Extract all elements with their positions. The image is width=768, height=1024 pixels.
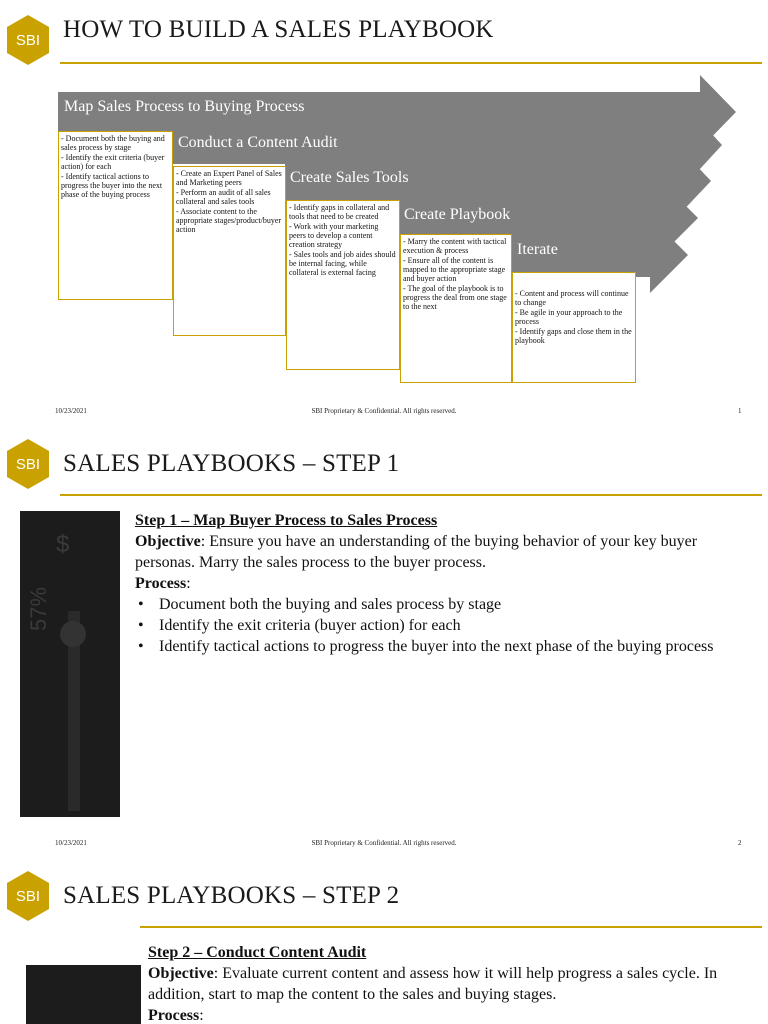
stage-item: - Identify gaps in collateral and tools that need to be created: [289, 203, 390, 221]
percent-figure: 57%: [26, 586, 51, 631]
objective-paragraph: [135, 531, 761, 573]
process-label: Process: [148, 1007, 200, 1024]
logo-text: SBI: [15, 456, 41, 473]
stage-item: - Identify tactical actions to progress the buyer into the next phase of the buying process: [61, 172, 163, 199]
stage-box-4: [400, 234, 512, 383]
list-item: • Identify the exit criteria (buyer action) for each: [159, 615, 761, 636]
stage-item: - Be agile in your approach to the process: [515, 308, 623, 326]
process-label-line: [148, 1005, 764, 1024]
stage-item: - Work with your marketing peers to develop a content creation strategy: [289, 222, 379, 249]
step-heading: Step 2 – Conduct Content Audit: [148, 944, 367, 961]
page-number: 2: [738, 839, 742, 847]
stage-item: - Content and process will continue to change: [515, 289, 629, 307]
stage-item: - Create an Expert Panel of Sales and Marketing peers: [176, 169, 282, 187]
title-divider: [140, 926, 762, 928]
slide-3: [0, 864, 768, 1024]
slide-title: SALES PLAYBOOKS – STEP 1: [63, 450, 400, 477]
logo-text: SBI: [15, 32, 41, 49]
sbi-logo: [5, 870, 51, 922]
footer-date: 10/23/2021: [55, 407, 87, 415]
objective-text: : Evaluate current content and assess how it will help progress a sales cycle. In addition, start to map the content to the sales and buying stages.: [148, 965, 718, 1003]
stage-item: - Document both the buying and sales process by stage: [61, 134, 165, 152]
process-colon: :: [186, 575, 191, 592]
stage-label-3: Create Sales Tools: [290, 169, 409, 186]
slide-title: SALES PLAYBOOKS – STEP 2: [63, 882, 400, 909]
footer-confidential: SBI Proprietary & Confidential. All rights reserved.: [311, 407, 457, 415]
stage-item: - Associate content to the appropriate stages/product/buyer action: [176, 207, 282, 234]
stage-item: - Sales tools and job aides should be internal facing, while collateral is external facing: [289, 250, 396, 277]
stage-item: - Identify the exit criteria (buyer action) for each: [61, 153, 165, 171]
stage-label-1: Map Sales Process to Buying Process: [64, 98, 305, 115]
objective-text: : Ensure you have an understanding of the buying behavior of your key buyer personas. Marry the sales process to the buyer process.: [135, 533, 698, 571]
content-audit-image: [26, 965, 141, 1024]
stage-label-5: Iterate: [517, 241, 558, 258]
objective-label: Objective: [148, 965, 214, 982]
page-number: 1: [738, 407, 742, 415]
stage-label-4: Create Playbook: [404, 206, 511, 223]
objective-label: Objective: [135, 533, 201, 550]
process-label-line: [135, 573, 761, 594]
stage-item: - Identify gaps and close them in the playbook: [515, 327, 632, 345]
list-item: • Identify tactical actions to progress the buyer into the next phase of the buying process: [159, 636, 761, 657]
title-divider: [60, 494, 762, 496]
objective-paragraph: [148, 963, 764, 1005]
slide-1: [0, 0, 768, 432]
process-list: [135, 594, 761, 657]
slide-2: [0, 432, 768, 864]
stage-item: - Perform an audit of all sales collateral and sales tools: [176, 188, 271, 206]
process-colon: :: [199, 1007, 204, 1024]
stage-label-2: Conduct a Content Audit: [178, 134, 338, 151]
sbi-logo: [5, 14, 51, 66]
sbi-logo: [5, 438, 51, 490]
stage-box-5: [512, 272, 636, 383]
stage-item: - The goal of the playbook is to progress the deal from one stage to the next: [403, 284, 507, 311]
image-circle: [60, 621, 86, 647]
title-divider: [60, 62, 762, 64]
list-item: • Document both the buying and sales process by stage: [159, 594, 761, 615]
stage-box-3: [286, 200, 400, 370]
stage-item: - Marry the content with tactical execution & process: [403, 237, 507, 255]
stage-box-2: [173, 166, 286, 336]
step-content: [148, 942, 764, 1024]
stage-box-1: [58, 131, 173, 300]
logo-text: SBI: [15, 888, 41, 905]
infographic-image: [20, 511, 120, 817]
footer-date: 10/23/2021: [55, 839, 87, 847]
footer-confidential: SBI Proprietary & Confidential. All rights reserved.: [311, 839, 457, 847]
slide-title: HOW TO BUILD A SALES PLAYBOOK: [63, 16, 494, 43]
process-label: Process: [135, 575, 187, 592]
stage-item: - Ensure all of the content is mapped to the appropriate stage and buyer action: [403, 256, 506, 283]
step-heading: Step 1 – Map Buyer Process to Sales Process: [135, 512, 438, 529]
step-content: [135, 510, 761, 657]
dollar-glyph: $: [56, 531, 70, 558]
